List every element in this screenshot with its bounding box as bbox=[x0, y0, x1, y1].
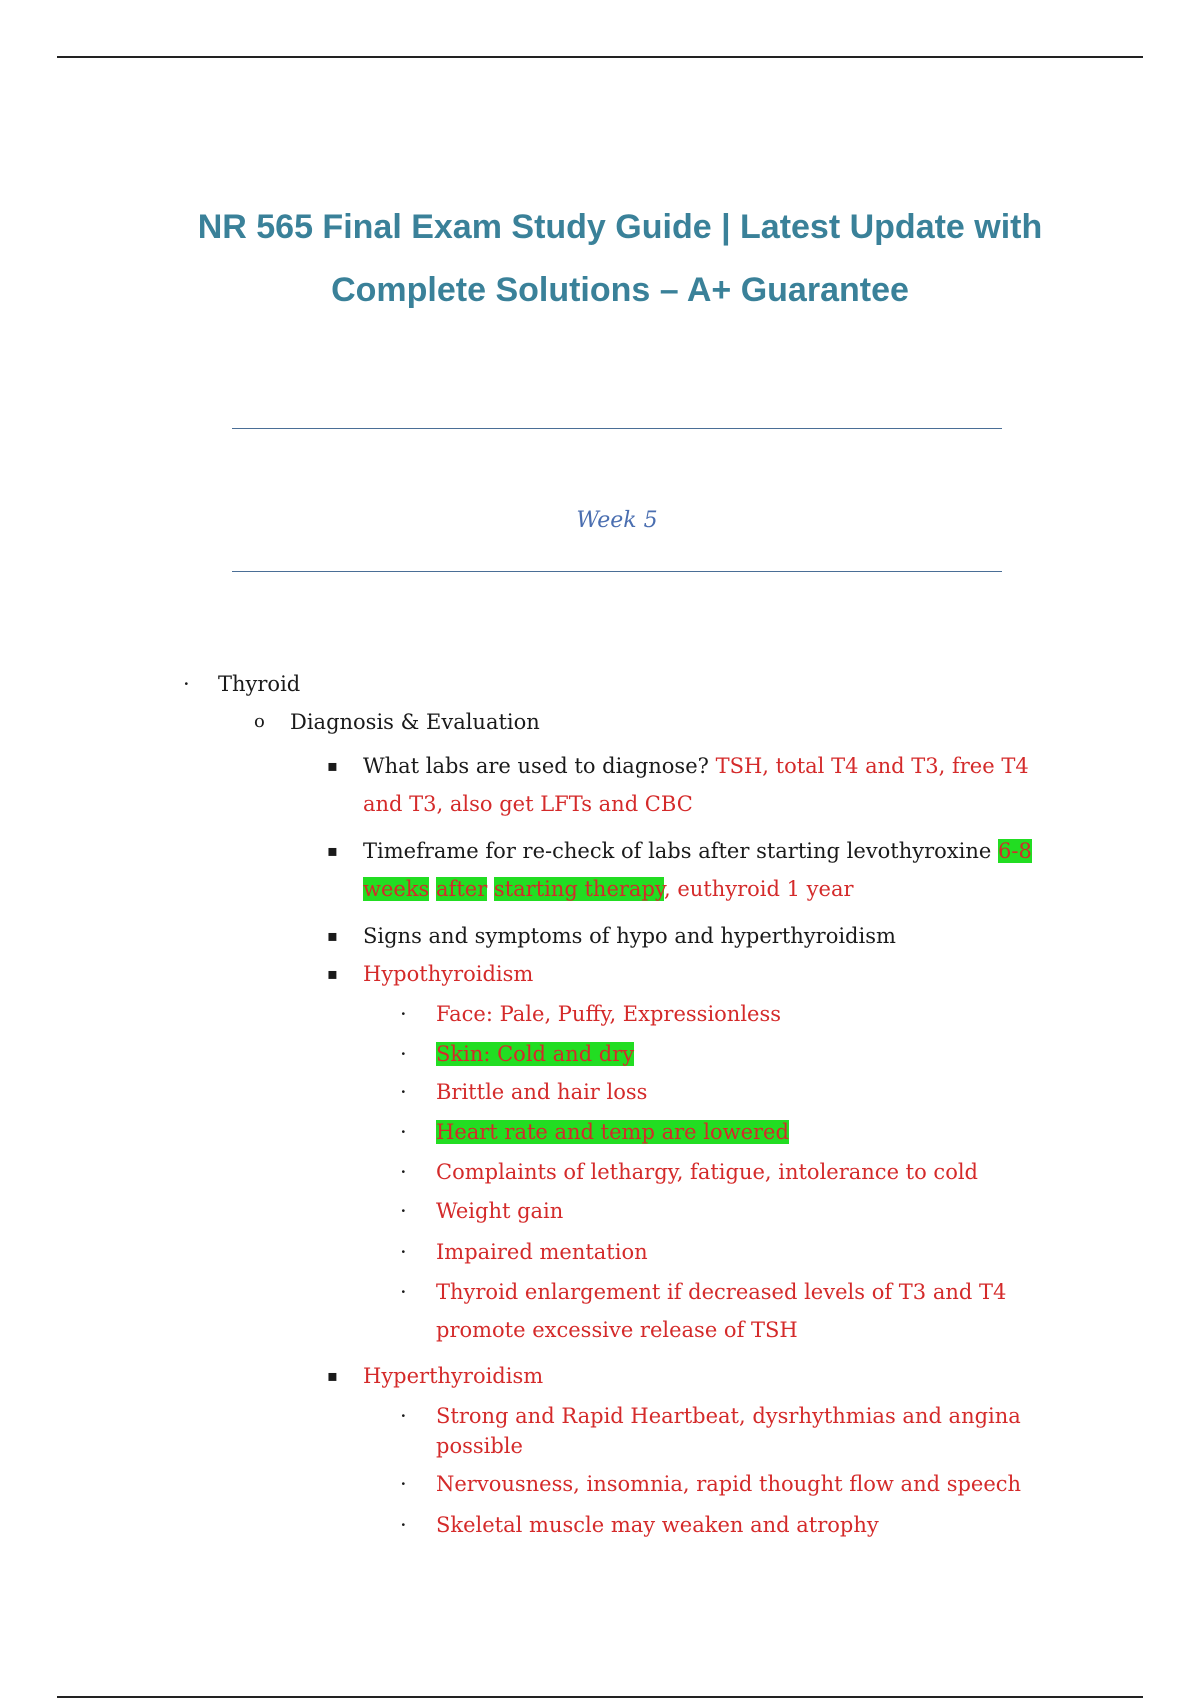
hypo-item-highlight: Skin: Cold and dry bbox=[436, 1042, 635, 1066]
level4-bullet: · bbox=[400, 1472, 407, 1496]
hyper-item: Strong and Rapid Heartbeat, dysrhythmias and angina bbox=[436, 1404, 1021, 1428]
level2-bullet: o bbox=[254, 711, 265, 732]
level4-bullet: · bbox=[400, 1042, 407, 1066]
hyper-item: Skeletal muscle may weaken and atrophy bbox=[436, 1513, 879, 1537]
section-rule-top bbox=[232, 428, 1002, 429]
highlight-6-8: 6-8 bbox=[998, 839, 1032, 863]
level3-bullet: ▪ bbox=[327, 926, 338, 945]
labs-question bbox=[363, 747, 1029, 785]
level4-bullet: · bbox=[400, 1080, 407, 1104]
hyperthyroidism-heading: Hyperthyroidism bbox=[363, 1364, 544, 1388]
level4-bullet: · bbox=[400, 1160, 407, 1184]
level3-bullet: ▪ bbox=[327, 756, 338, 775]
footer-rule bbox=[57, 1696, 1143, 1698]
labs-answer: TSH, total T4 and T3, free T4 bbox=[715, 754, 1029, 778]
level3-bullet: ▪ bbox=[327, 964, 338, 983]
recheck-answer bbox=[363, 870, 854, 908]
header-rule bbox=[57, 56, 1143, 58]
level4-bullet: · bbox=[400, 1280, 407, 1304]
highlight-starting-therapy: starting therapy bbox=[493, 877, 664, 901]
hyper-item-continued: possible bbox=[436, 1434, 523, 1458]
level3-bullet: ▪ bbox=[327, 841, 338, 860]
labs-question-text: What labs are used to diagnose? bbox=[363, 754, 716, 778]
level4-bullet: · bbox=[400, 1199, 407, 1223]
hypo-item: Face: Pale, Puffy, Expressionless bbox=[436, 1002, 782, 1026]
recheck-answer-rest: , euthyroid 1 year bbox=[663, 877, 854, 901]
level4-bullet: · bbox=[400, 1002, 407, 1026]
hypo-item: Complaints of lethargy, fatigue, intolerance to cold bbox=[436, 1160, 978, 1184]
recheck-question bbox=[363, 832, 1032, 870]
week-label: Week 5 bbox=[576, 508, 658, 533]
hypo-item: Thyroid enlargement if decreased levels of T3 and T4 bbox=[436, 1280, 1007, 1304]
hypo-item: Weight gain bbox=[436, 1199, 564, 1223]
hypo-item-highlight: Heart rate and temp are lowered bbox=[436, 1120, 789, 1144]
hypo-item: Impaired mentation bbox=[436, 1240, 648, 1264]
outline-level1-thyroid: Thyroid bbox=[218, 672, 301, 696]
level4-bullet: · bbox=[400, 1404, 407, 1428]
hypo-item bbox=[436, 1035, 634, 1073]
hypo-item: Brittle and hair loss bbox=[436, 1080, 648, 1104]
level4-bullet: · bbox=[400, 1120, 407, 1144]
highlight-after: after bbox=[436, 877, 488, 901]
level1-bullet: · bbox=[183, 672, 190, 696]
title-line-2: Complete Solutions – A+ Guarantee bbox=[331, 271, 909, 309]
level3-bullet: ▪ bbox=[327, 1366, 338, 1385]
section-rule-bottom bbox=[232, 571, 1002, 572]
level4-bullet: · bbox=[400, 1240, 407, 1264]
highlight-weeks: weeks bbox=[363, 877, 430, 901]
recheck-question-text: Timeframe for re-check of labs after starting levothyroxine bbox=[363, 839, 998, 863]
hypothyroidism-heading: Hypothyroidism bbox=[363, 962, 534, 986]
labs-answer-continued: and T3, also get LFTs and CBC bbox=[363, 792, 693, 816]
hypo-item bbox=[436, 1113, 789, 1151]
outline-level2-diagnosis: Diagnosis & Evaluation bbox=[290, 710, 540, 734]
document-title bbox=[120, 196, 1120, 322]
hyper-item: Nervousness, insomnia, rapid thought flow and speech bbox=[436, 1472, 1022, 1496]
signs-question: Signs and symptoms of hypo and hyperthyroidism bbox=[363, 924, 896, 948]
title-line-1: NR 565 Final Exam Study Guide | Latest Update with bbox=[197, 208, 1043, 246]
hypo-item-continued: promote excessive release of TSH bbox=[436, 1318, 798, 1342]
level4-bullet: · bbox=[400, 1513, 407, 1537]
